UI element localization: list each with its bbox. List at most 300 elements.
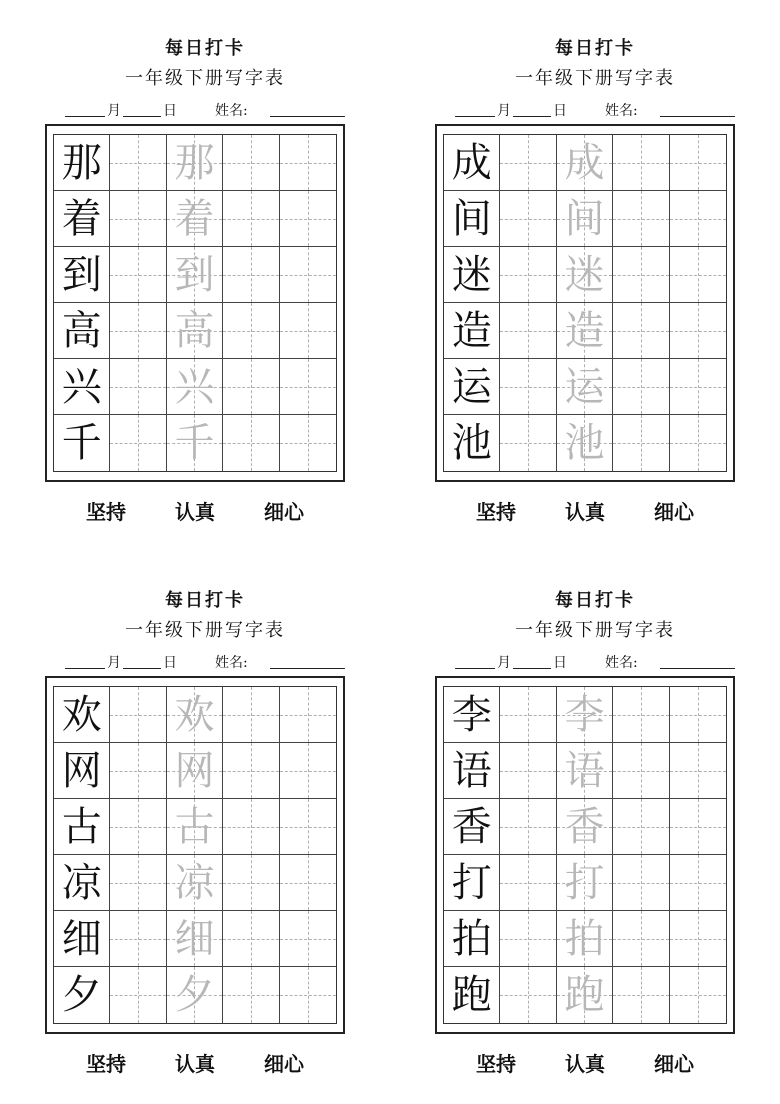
practice-card [435,0,755,524]
motto-persist: 坚持 [86,1052,127,1076]
card-title: 每日打卡 [555,38,635,59]
writing-cell[interactable] [557,247,613,303]
writing-cell[interactable] [280,687,336,743]
guide-line [613,275,668,276]
writing-cell[interactable] [110,135,166,191]
writing-cell [444,359,500,415]
writing-cell[interactable] [223,967,279,1023]
writing-cell[interactable] [557,415,613,471]
writing-cell [54,743,110,799]
writing-cell[interactable] [613,799,669,855]
model-character: 到 [61,251,102,298]
writing-cell[interactable] [280,855,336,911]
trace-character: 间 [564,195,605,242]
writing-cell [444,911,500,967]
writing-cell[interactable] [167,855,223,911]
writing-cell[interactable] [613,743,669,799]
trace-character: 到 [174,251,215,298]
writing-cell[interactable] [500,359,556,415]
model-character: 欢 [61,691,102,738]
guide-line [670,939,726,940]
writing-cell [54,135,110,191]
motto-careful: 细心 [263,1052,304,1076]
writing-cell[interactable] [167,135,223,191]
trace-character: 拍 [564,915,605,962]
guide-line [613,387,668,388]
writing-cell [444,855,500,911]
writing-cell[interactable] [110,855,166,911]
writing-cell[interactable] [613,967,669,1023]
writing-cell[interactable] [223,191,279,247]
motto-persist: 坚持 [476,500,517,524]
writing-cell[interactable] [110,687,166,743]
guide-line [670,771,726,772]
guide-line [280,219,336,220]
motto-careful: 细心 [653,1052,694,1076]
writing-cell[interactable] [223,415,279,471]
trace-character: 高 [174,307,215,354]
guide-line [500,219,555,220]
writing-cell[interactable] [167,911,223,967]
name-blank[interactable] [270,668,345,669]
month-label: 月 [497,103,511,119]
writing-cell[interactable] [223,743,279,799]
day-label: 日 [553,103,567,119]
writing-cell [54,855,110,911]
writing-cell[interactable] [670,743,726,799]
guide-line [110,219,165,220]
guide-line [613,715,668,716]
model-character: 着 [61,195,102,242]
writing-cell[interactable] [613,135,669,191]
practice-card [45,552,365,1076]
writing-cell[interactable] [670,191,726,247]
day-blank[interactable] [513,668,551,669]
writing-cell[interactable] [110,303,166,359]
writing-cell[interactable] [670,135,726,191]
writing-cell[interactable] [500,415,556,471]
writing-cell [54,303,110,359]
writing-cell [54,191,110,247]
writing-cell[interactable] [557,911,613,967]
writing-cell[interactable] [670,911,726,967]
card-title: 每日打卡 [555,590,635,611]
trace-character: 迷 [564,251,605,298]
guide-line [613,771,668,772]
writing-cell[interactable] [613,359,669,415]
card-subtitle: 一年级下册写字表 [515,620,675,641]
writing-cell[interactable] [167,415,223,471]
guide-line [500,995,555,996]
model-character: 夕 [61,972,102,1018]
writing-cell[interactable] [557,135,613,191]
writing-cell[interactable] [110,415,166,471]
writing-cell[interactable] [613,855,669,911]
month-blank[interactable] [455,116,495,117]
model-character: 造 [451,307,492,354]
guide-line [280,827,336,828]
trace-character: 细 [174,915,215,962]
writing-cell[interactable] [223,247,279,303]
practice-card [435,552,755,1076]
guide-line [613,827,668,828]
writing-grid [53,686,337,1024]
motto-earnest: 认真 [565,500,605,524]
trace-character: 成 [564,139,605,186]
guide-line [280,715,336,716]
writing-cell[interactable] [280,799,336,855]
guide-line [613,163,668,164]
model-character: 香 [451,803,492,850]
writing-cell[interactable] [557,799,613,855]
name-blank[interactable] [660,668,735,669]
card-subtitle: 一年级下册写字表 [125,620,285,641]
writing-cell[interactable] [167,743,223,799]
writing-cell [444,415,500,471]
model-character: 成 [451,139,492,186]
writing-cell[interactable] [670,855,726,911]
writing-cell [54,911,110,967]
guide-line [500,387,555,388]
trace-character: 着 [174,195,215,242]
writing-cell[interactable] [223,911,279,967]
day-label: 日 [163,655,177,671]
guide-line [223,387,278,388]
model-character: 打 [451,859,492,906]
day-blank[interactable] [513,116,551,117]
writing-cell [444,191,500,247]
writing-cell[interactable] [557,743,613,799]
guide-line [110,387,165,388]
writing-cell[interactable] [557,191,613,247]
guide-line [223,939,278,940]
writing-cell[interactable] [223,359,279,415]
card-subtitle: 一年级下册写字表 [125,68,285,89]
guide-line [500,331,555,332]
motto-careful: 细心 [263,500,304,524]
writing-cell[interactable] [557,303,613,359]
guide-line [110,827,165,828]
motto-row [45,1048,345,1077]
writing-cell[interactable] [670,799,726,855]
writing-cell[interactable] [280,135,336,191]
writing-cell[interactable] [167,191,223,247]
writing-cell[interactable] [280,743,336,799]
trace-character: 李 [564,691,605,738]
guide-line [280,995,336,996]
writing-grid-frame [45,676,345,1034]
model-character: 跑 [451,972,492,1018]
writing-cell[interactable] [223,799,279,855]
guide-line [110,443,165,444]
writing-grid-frame [435,124,735,482]
guide-line [223,715,278,716]
writing-cell[interactable] [670,247,726,303]
writing-cell[interactable] [557,359,613,415]
writing-cell [54,967,110,1023]
name-label: 姓名: [215,103,248,119]
guide-line [110,883,165,884]
guide-line [223,771,278,772]
writing-cell[interactable] [223,135,279,191]
motto-careful: 细心 [653,500,694,524]
model-character: 凉 [61,859,102,906]
writing-cell[interactable] [613,415,669,471]
writing-grid [443,134,727,472]
guide-line [500,275,555,276]
writing-cell[interactable] [280,303,336,359]
writing-cell[interactable] [613,687,669,743]
writing-cell[interactable] [167,247,223,303]
writing-cell [444,687,500,743]
month-label: 月 [107,103,121,119]
guide-line [500,715,555,716]
month-label: 月 [107,655,121,671]
guide-line [110,715,165,716]
writing-cell [444,247,500,303]
writing-cell[interactable] [500,191,556,247]
trace-character: 古 [174,803,215,850]
writing-cell[interactable] [280,359,336,415]
guide-line [280,387,336,388]
guide-line [110,939,165,940]
guide-line [500,883,555,884]
model-character: 迷 [451,251,492,298]
guide-line [500,771,555,772]
writing-cell[interactable] [613,911,669,967]
writing-cell[interactable] [167,799,223,855]
writing-cell[interactable] [500,799,556,855]
name-blank[interactable] [660,116,735,117]
guide-line [613,995,668,996]
writing-cell[interactable] [280,911,336,967]
name-label: 姓名: [605,655,638,671]
writing-cell[interactable] [670,303,726,359]
guide-line [613,883,668,884]
writing-cell [54,415,110,471]
writing-cell [444,967,500,1023]
writing-cell[interactable] [280,415,336,471]
writing-cell[interactable] [500,303,556,359]
day-label: 日 [553,655,567,671]
name-label: 姓名: [215,655,248,671]
practice-card [45,0,365,524]
guide-line [500,939,555,940]
guide-line [223,883,278,884]
card-title: 每日打卡 [165,38,245,59]
trace-character: 造 [564,307,605,354]
model-character: 那 [61,139,102,186]
guide-line [110,331,165,332]
writing-cell[interactable] [557,855,613,911]
guide-line [613,219,668,220]
model-character: 网 [61,747,102,794]
guide-line [670,275,726,276]
writing-cell[interactable] [613,247,669,303]
writing-cell[interactable] [670,687,726,743]
date-name-row [455,100,745,120]
writing-cell[interactable] [500,911,556,967]
guide-line [280,443,336,444]
model-character: 拍 [451,915,492,962]
writing-cell[interactable] [613,191,669,247]
motto-row [435,1048,735,1077]
guide-line [223,331,278,332]
guide-line [223,443,278,444]
trace-character: 语 [564,747,605,794]
trace-character: 香 [564,803,605,850]
guide-line [223,275,278,276]
model-character: 千 [61,420,102,466]
writing-cell[interactable] [670,359,726,415]
writing-cell[interactable] [110,967,166,1023]
writing-cell[interactable] [110,191,166,247]
writing-cell [54,359,110,415]
writing-cell [54,247,110,303]
trace-character: 兴 [174,363,215,410]
writing-cell[interactable] [223,687,279,743]
guide-line [110,771,165,772]
writing-cell[interactable] [280,247,336,303]
name-label: 姓名: [605,103,638,119]
day-blank[interactable] [123,116,161,117]
motto-row [435,496,735,525]
trace-character: 夕 [174,972,215,1018]
date-name-row [455,652,745,672]
motto-row [45,496,345,525]
month-blank[interactable] [65,668,105,669]
guide-line [670,443,726,444]
guide-line [280,275,336,276]
writing-grid [53,134,337,472]
name-blank[interactable] [270,116,345,117]
guide-line [613,443,668,444]
guide-line [670,219,726,220]
writing-cell [444,799,500,855]
writing-cell[interactable] [613,303,669,359]
motto-earnest: 认真 [565,1052,605,1076]
day-label: 日 [163,103,177,119]
writing-cell[interactable] [223,855,279,911]
trace-character: 运 [564,363,605,410]
guide-line [670,331,726,332]
motto-persist: 坚持 [86,500,127,524]
writing-grid-frame [435,676,735,1034]
trace-character: 千 [174,420,215,466]
model-character: 李 [451,691,492,738]
writing-cell[interactable] [167,359,223,415]
guide-line [280,331,336,332]
writing-cell[interactable] [110,911,166,967]
model-character: 高 [61,307,102,354]
writing-cell[interactable] [110,359,166,415]
writing-cell[interactable] [557,687,613,743]
day-blank[interactable] [123,668,161,669]
model-character: 古 [61,803,102,850]
writing-cell[interactable] [110,247,166,303]
writing-cell [444,303,500,359]
guide-line [500,163,555,164]
trace-character: 欢 [174,691,215,738]
writing-cell [54,799,110,855]
model-character: 池 [451,420,492,466]
month-blank[interactable] [455,668,495,669]
month-blank[interactable] [65,116,105,117]
trace-character: 打 [564,859,605,906]
writing-cell[interactable] [557,967,613,1023]
model-character: 语 [451,747,492,794]
motto-earnest: 认真 [175,500,215,524]
writing-grid [443,686,727,1024]
trace-character: 那 [174,139,215,186]
motto-persist: 坚持 [476,1052,517,1076]
guide-line [670,827,726,828]
guide-line [613,331,668,332]
model-character: 细 [61,915,102,962]
guide-line [280,771,336,772]
guide-line [670,163,726,164]
model-character: 间 [451,195,492,242]
date-name-row [65,652,355,672]
guide-line [110,163,165,164]
month-label: 月 [497,655,511,671]
writing-cell[interactable] [500,135,556,191]
writing-cell[interactable] [110,743,166,799]
guide-line [280,883,336,884]
writing-grid-frame [45,124,345,482]
writing-cell[interactable] [110,799,166,855]
guide-line [223,995,278,996]
writing-cell[interactable] [167,687,223,743]
guide-line [280,163,336,164]
trace-character: 跑 [564,972,605,1018]
writing-cell [54,687,110,743]
writing-cell[interactable] [500,247,556,303]
guide-line [670,715,726,716]
card-subtitle: 一年级下册写字表 [515,68,675,89]
trace-character: 池 [564,420,605,466]
card-title: 每日打卡 [165,590,245,611]
guide-line [223,163,278,164]
guide-line [500,443,555,444]
writing-cell[interactable] [500,967,556,1023]
guide-line [670,883,726,884]
writing-cell[interactable] [500,687,556,743]
guide-line [223,827,278,828]
guide-line [280,939,336,940]
writing-cell[interactable] [500,855,556,911]
writing-cell[interactable] [670,967,726,1023]
trace-character: 凉 [174,859,215,906]
guide-line [670,387,726,388]
writing-cell[interactable] [223,303,279,359]
writing-cell[interactable] [167,967,223,1023]
guide-line [613,939,668,940]
guide-line [110,995,165,996]
motto-earnest: 认真 [175,1052,215,1076]
writing-cell[interactable] [280,967,336,1023]
writing-cell[interactable] [500,743,556,799]
writing-cell [444,743,500,799]
writing-cell[interactable] [280,191,336,247]
guide-line [670,995,726,996]
guide-line [110,275,165,276]
model-character: 运 [451,363,492,410]
guide-line [223,219,278,220]
writing-cell[interactable] [670,415,726,471]
trace-character: 网 [174,747,215,794]
writing-cell[interactable] [167,303,223,359]
